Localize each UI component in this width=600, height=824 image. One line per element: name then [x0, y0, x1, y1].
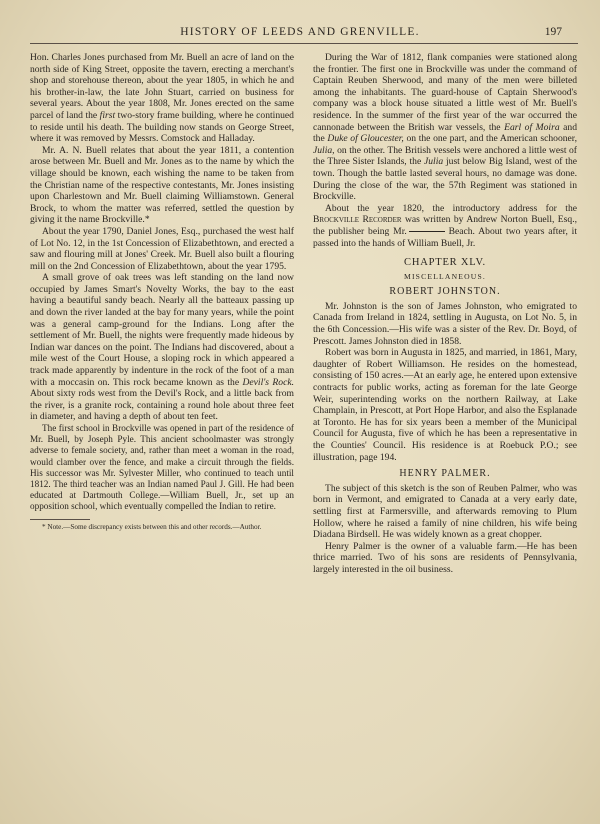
paragraph-johnston-parents: Mr. Johnston is the son of James Johnston, who emigrated to Canada from Ireland in 1824, settling in Augusta, on Lot No. 5, in the 6th Concession.—His wife was a sister of the Rev. Dr. Boyd, of Prescott. James Johnston died in 1858. [313, 300, 577, 347]
right-column [313, 52, 577, 576]
paragraph-war-1812: During the War of 1812, flank companies were stationed along the frontier. The first one in Brockville was under the command of Captain Reuben Sherwood, and many of the men were billeted among the inhabitants. The guard-house of Captain Sherwood's company was a block house situated a little west of Mr. Buell's residence. In the summer of the first year of the war occurred the cannonade between the British war vessels, the Earl of Moira and the Duke of Gloucester, on the one part, and the American schooner, Julia, on the other. The British vessels were anchored a little west of the Three Sister Islands, the Julia just below Big Island, west of the town. Though the battle lasted several hours, no damage was done. During the close of the war, the 57th Regiment was stationed in Brockville. [313, 52, 578, 203]
chapter-heading: CHAPTER XLV. [404, 257, 486, 269]
paragraph-palmer-parents: The subject of this sketch is the son of Reuben Palmer, who was born in Vermont, and emigrated to Canada at a very early date, settling first at Farmersville, and afterwards removing to Plum Hollow, where he raised a family of nine children, his wife being Diadana Birdsell. He was widely known as a great chopper. [313, 482, 577, 541]
paragraph-first-school: The first school in Brockville was opened in part of the residence of Mr. Buell, by Joseph Pyle. This ancient schoolmaster was strongly adverse to female society, and, rather than meet a woman in the road, would clamber over the fence, and make a circuit through the fields. His successor was Mr. Sylvester Miller, who continued to teach until 1812. The third teacher was an Indian named Paul J. Gill. He had been educated at Dartmouth College.—William Buell, Jr., set up an opposition school, which eventually compelled the Indian to retire. [30, 423, 294, 512]
paragraph-recorder: About the year 1820, the introductory address for the Brockville Recorder was written by Andrew Norton Buell, Esq., the publisher being Mr. Beach. About two years after, it passed into the hands of William Buell, Jr. [313, 202, 577, 249]
running-header [0, 26, 600, 42]
left-column [30, 52, 294, 532]
header-rule [30, 43, 578, 44]
footnote-rule [30, 519, 90, 520]
paragraph-village-name: Mr. A. N. Buell relates that about the year 1811, a contention arose between Mr. Buell and Mr. Jones as to the name by which the village should be known, each wishing the name to be taken from the Christian name of the respective contestants, Mr. Jones insisting upon Charlestown and Mr. Buell claiming Williamstown. General Brock, to whom the matter was referred, settled the question by giving it the name Brockville.* [30, 144, 294, 226]
blank-dash [409, 231, 445, 232]
chapter-subtitle: MISCELLANEOUS. [404, 271, 486, 281]
section-heading-robert-johnston: ROBERT JOHNSTON. [389, 286, 501, 298]
paragraph-jones-purchase: Hon. Charles Jones purchased from Mr. Buell an acre of land on the north side of King Street, opposite the tavern, erecting a merchant's shop and storehouse thereon, about the year 1805, in which he and his brother-in-law, the late John Stuart, carried on business for several years. About the year 1808, Mr. Jones erected on the same parcel of land the first two-story frame building, where he continued to reside until his death. The building now stands on George Street, where it was removed by Messrs. Comstock and Halladay. [30, 52, 294, 145]
header-title: HISTORY OF LEEDS AND GRENVILLE. [180, 26, 420, 38]
paragraph-oak-grove: A small grove of oak trees was left standing on the land now occupied by James Smart's Novelty Works, the bay to the east having a beautiful sandy beach. Nearly all the batteaux passing up and down the river landed at the bay for many years, while the point was a general camp-ground for the Indians. Long after the settlement of Mr. Buell, the nights were frequently made hideous by Indian war dances on the point. The Indians had discovered, about a mile west of the Court House, a sloping rock in which appeared a track made apparently by indenture in the rock of the foot of a man with a moccasin on. This rock became known as the Devil's Rock. About sixty rods west from the Devil's Rock, and a little back from the river, is a granite rock, containing a round hole about three feet in diameter, and having a depth of about ten feet. [30, 272, 295, 423]
paragraph-mills: About the year 1790, Daniel Jones, Esq., purchased the west half of Lot No. 12, in the 1st Concession of Elizabethtown, and erected a saw and flouring mill at Jones' Creek. Mr. Buell also built a flouring mill on the 2nd Concession of Elizabethtown, about the year 1795. [30, 225, 294, 272]
page-number: 197 [544, 26, 562, 38]
paragraph-johnston-career: Robert was born in Augusta in 1825, and married, in 1861, Mary, daughter of Robert Williamson. He resides on the homestead, consisting of 150 acres.—At an early age, he entered upon extensive contracts for public works, acting as foreman for the late George Weir, superintending works on the northern Railway, at Lake Champlain, in Prescott, at Port Hope Harbor, and also the Esplanade at Toronto. He has for six years been a member of the Municipal Council for Augusta, five of which he has been a representative in the Counties' Council. His residence is at Roebuck P.O.; see illustration, page 194. [313, 347, 577, 463]
section-heading-henry-palmer: HENRY PALMER. [399, 468, 491, 480]
footnote: * Note.—Some discrepancy exists between this and other records.—Author. [42, 522, 262, 531]
paragraph-palmer-family: Henry Palmer is the owner of a valuable farm.—He has been thrice married. Two of his sons are residents of Pennsylvania, largely interested in the oil business. [313, 540, 577, 575]
